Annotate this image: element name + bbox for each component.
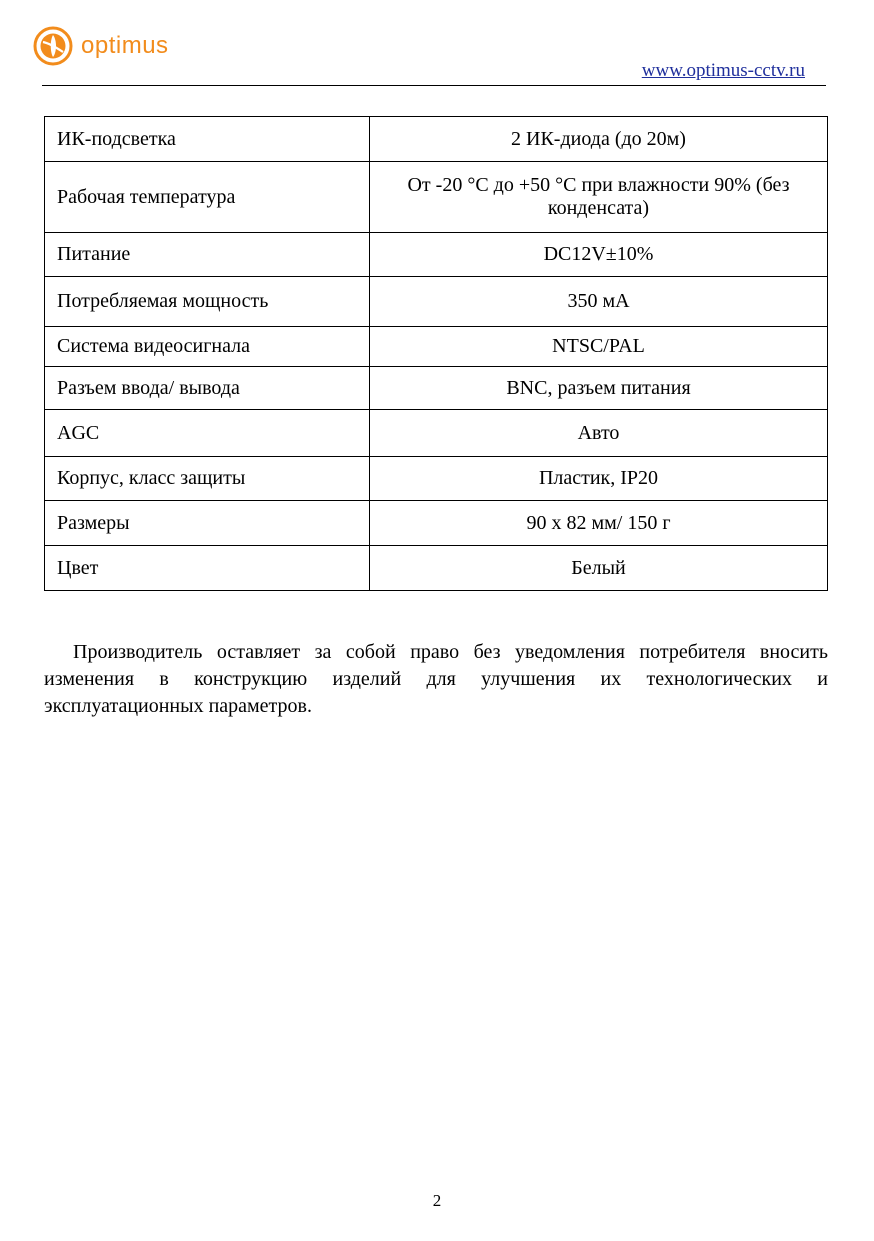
spec-label: Рабочая температура — [45, 162, 370, 233]
table-row — [45, 117, 828, 162]
table-row — [45, 277, 828, 327]
header-divider — [42, 85, 826, 86]
spec-label: Корпус, класс защиты — [45, 457, 370, 501]
spec-table — [44, 116, 828, 591]
spec-label: ИК-подсветка — [45, 117, 370, 162]
table-row — [45, 546, 828, 591]
spec-label: Размеры — [45, 501, 370, 546]
spec-value: Авто — [370, 410, 828, 457]
spec-value: DC12V±10% — [370, 233, 828, 277]
table-row — [45, 327, 828, 367]
spec-label: Питание — [45, 233, 370, 277]
spec-label: Цвет — [45, 546, 370, 591]
manufacturer-notice: Производитель оставляет за собой право без уведомления потребителя вносить изменения в конструкцию изделий для улучшения их технологических и эксплуатационных параметров. — [44, 641, 828, 717]
brand-name: optimus — [81, 32, 169, 59]
spec-value: Пластик, IP20 — [370, 457, 828, 501]
table-row — [45, 501, 828, 546]
brand-logo — [33, 26, 169, 66]
spec-label: Система видеосигнала — [45, 327, 370, 367]
spec-value: 90 х 82 мм/ 150 г — [370, 501, 828, 546]
spec-value: BNC, разъем питания — [370, 367, 828, 410]
spec-value: 350 мА — [370, 277, 828, 327]
table-row — [45, 457, 828, 501]
spec-value: 2 ИК-диода (до 20м) — [370, 117, 828, 162]
spec-label: Потребляемая мощность — [45, 277, 370, 327]
spec-label: Разъем ввода/ вывода — [45, 367, 370, 410]
table-row — [45, 233, 828, 277]
page-number: 2 — [432, 1191, 442, 1210]
spec-value: От -20 °C до +50 °C при влажности 90% (без конденсата) — [370, 162, 828, 233]
spec-value: Белый — [370, 546, 828, 591]
table-row — [45, 162, 828, 233]
optimus-logo-icon — [33, 26, 73, 66]
spec-value: NTSC/PAL — [370, 327, 828, 367]
table-row — [45, 410, 828, 457]
spec-label: AGC — [45, 410, 370, 457]
table-row — [45, 367, 828, 410]
website-link[interactable]: www.optimus-cctv.ru — [641, 60, 805, 81]
